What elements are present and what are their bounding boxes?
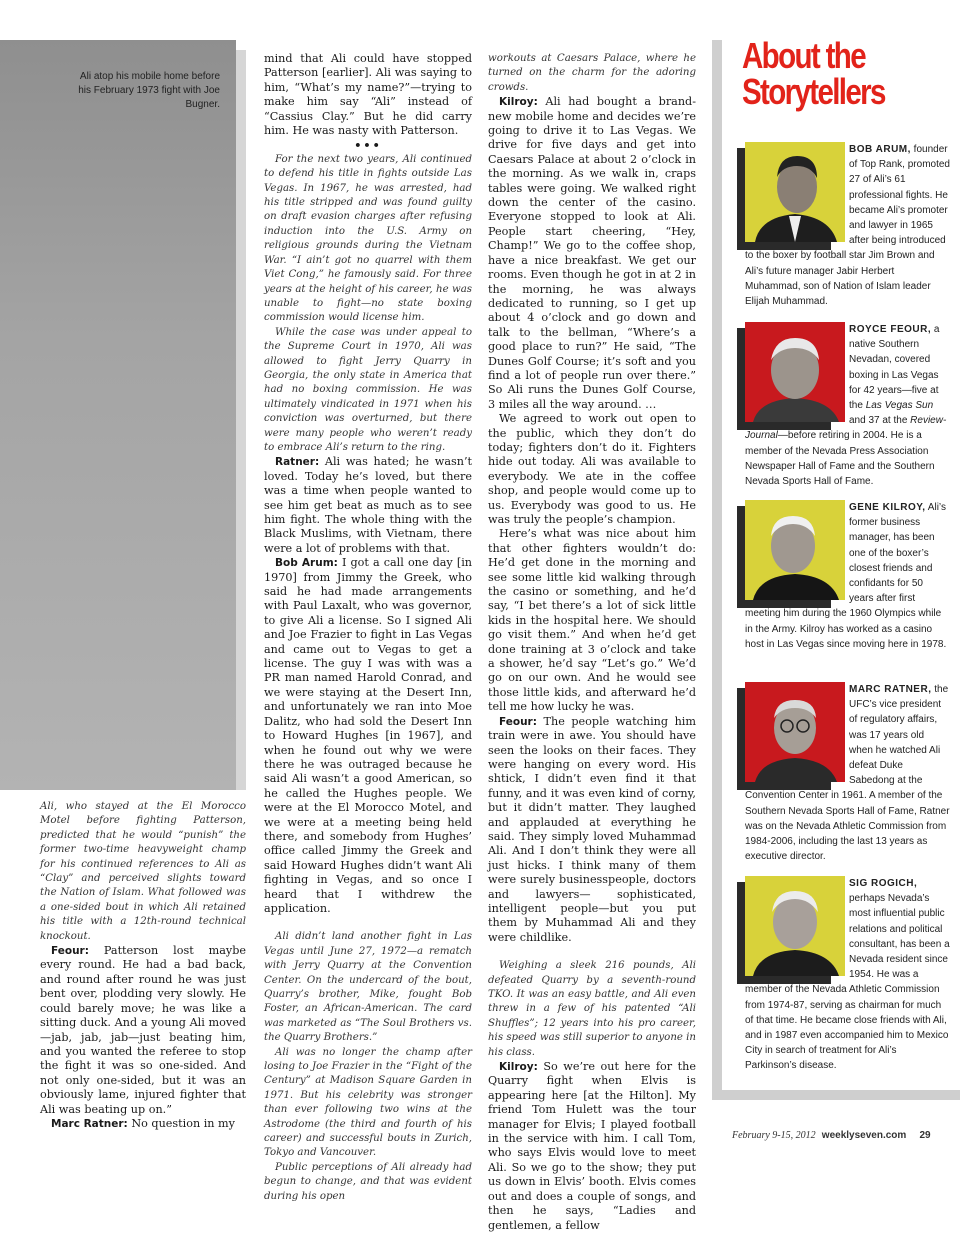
article-sidebar-text: Weighing a sleek 216 pounds, Ali defeated Quarry by a seventh-round TKO. It was an easy battle, and Ali even threw in a few of his patented “Ali Shuffles”; 12 years into his pro career, his speed was still superior to anyone in his class. bbox=[488, 960, 696, 1058]
page-footer bbox=[732, 1130, 932, 1141]
paragraph-text: The people watching him train were in awe. You should have seen the looks on their faces. They were hanging on every word. His shtick, I didn’t even find it that funny, and it was even kind of corny, but it didn’t matter. They laughed and applauded at everything he said. They simply loved Muhammad Ali. And I don’t think they were all just hicks. I think many of them were surely businesspeople, doctors and lawyers— sophisticated, intelligent people—but you put them by Muhammad Ali and they were childlike. bbox=[488, 714, 696, 944]
article-column-3 bbox=[488, 52, 696, 1233]
speaker-name: Ratner: bbox=[275, 456, 320, 469]
speaker-name: Kilroy: bbox=[499, 1061, 538, 1074]
speaker-name: Bob Arum: bbox=[275, 557, 338, 570]
bio-text: the UFC’s vice president of regulatory affairs, was 17 years old when he watched Ali defeat Duke Sabedong at the Convention Center in 1961. A member of the Southern Nevada Sports Hall of Fame, Ratner was on the Nevada Athletic Commission from 1984-2006, including the last 13 years as executive director. bbox=[745, 684, 950, 863]
portrait-marc-ratner bbox=[745, 682, 845, 782]
page-number: 29 bbox=[919, 1130, 931, 1141]
article-sidebar-text: Ali was no longer the champ after losing to Joe Frazier in the “Fight of the Century” at Madison Square Garden in 1971. But his celebrity was stronger than ever following two wins at the Astrodome (the third and fourth of his career) and successful bouts in Zurich, Tokyo and Vancouver. bbox=[264, 1046, 472, 1159]
bio-name: BOB ARUM, bbox=[849, 144, 911, 155]
portrait-royce-feour bbox=[745, 322, 845, 422]
paragraph-text: I got a call one day [in 1970] from Jimmy the Greek, who said he had made arrangements with Paul Laxalt, who was governor, to give Ali a license. So I signed Ali and Joe Frazier to fight in Las Vegas and came out to Vegas to get a license. The guy I was with was a PR man named Harold Conrad, and we were staying at the Desert Inn, and unfortunately we ran into Moe Dalitz, who had sold the Desert Inn to Howard Hughes [in 1967], and when he found out why we were there he was outraged because he said Ali wasn’t a good American, so he called the Hughes people. We were at the El Morocco Motel, and we were at a meeting being held there, and somebody from Hughes’ office called Jimmy the Greek and said Howard Hughes didn’t want Ali fighting in Vegas, and so once I heard that I withdrew the application. bbox=[264, 556, 473, 915]
article-paragraph: Here’s what was nice about him that other fighters wouldn’t do: He’d get done in the morning and see some little kid walking through the casino or something, and he’d say, “I bet there’s a lot of sick little kids in the hospital here. We should go visit them.” And when he’d get done training at 3 o’clock and take a shower, he’d say “Let’s go.” We’d go on our own. And he would see those little kids, and afterward he’d tell me how lucky he was. bbox=[488, 527, 696, 714]
article-paragraph: We agreed to work out open to the public, which they don’t do today; fighters don’t do it. Fighters hide out today. Ali was available to everybody. We ate in the coffee shop, and people would come up to us. Everybody was good to us. He was truly the people’s champion. bbox=[488, 412, 696, 526]
article-paragraph bbox=[264, 556, 472, 916]
portrait-gene-kilroy bbox=[745, 500, 845, 600]
bio-text: —before retiring in 2004. He is a member of the Nevada Press Association Newspaper Hall of Fame and the Southern Nevada Sports Hall of Fame. bbox=[745, 430, 935, 488]
bio-text: and 37 at the bbox=[849, 415, 911, 427]
bio-text: a native Southern Nevadan, covered boxing in Las Vegas for 42 years—five at the bbox=[849, 324, 940, 412]
paragraph-text: Ali had bought a brand-new mobile home and decides we’re going to drive it to Las Vegas. We drive for five days and get into Caesars Palace at about 2 o’clock in the morning. As we walk in, craps tables were going. We walked right down the center of the casino. Everyone stopped to look at Ali. People start cheering, “Hey, Champ!” We go to the coffee shop, have a nice breakfast. We get our rooms. Even though he got in at 2 in the morning, he was always dedicated to running, so I get up about 4 o’clock and go down and talk to the bellman, “Where’s a good place to run?” He said, “The Dunes Golf Course; it’s soft and you find a lot of people run over there.” So Ali runs the Dunes Golf Course, 3 miles all the way around. … bbox=[488, 95, 696, 411]
bio-name: GENE KILROY, bbox=[849, 502, 926, 513]
bio-marc-ratner bbox=[745, 682, 950, 864]
photo-shadow bbox=[236, 50, 246, 790]
article-paragraph bbox=[488, 1060, 696, 1233]
speaker-name: Marc Ratner: bbox=[51, 1117, 128, 1130]
paragraph-text: Patterson lost maybe every round. He had a bad back, and round after round he was just bent over, plodding very slowly. He could barely move; he was like a sitting duck. And a young Ali moved—jab, jab, jab—just beating him, and you wanted the referee to stop the fight it was so one-sided. And not only one-sided, but it was an obviously lame, injured fighter that Ali was beating up on.” bbox=[40, 944, 246, 1116]
bio-text: perhaps Nevada’s most influential public relations and political consultant, has been a Nevada resident since 1954. He was a member of the Nevada Athletic Commission from 1974-87, serving as chairman for much of that time. He became close friends with Ali, and in 1987 even accompanied him to Mexico City in search of treatment for Ali’s Parkinson’s disease. bbox=[745, 893, 950, 1072]
bio-name: SIG ROGICH, bbox=[849, 878, 918, 889]
paragraph-text: Ali was hated; he wasn’t loved. Today he’s loved, but there was a time when people wanted to see him get beat as much as to see him fight. The whole thing with the Black Muslims, with Vietnam, there were a lot of problems with that. bbox=[264, 455, 472, 555]
bio-text: founder of Top Rank, promoted 27 of Ali’s 61 professional fights. He became Ali’s promoter and lawyer in 1965 after being introduced to the boxer by football star Jim Brown and Ali’s future manager Jabir Herbert Muhammad, son of Nation of Islam leader Elijah Muhammad. bbox=[745, 144, 950, 308]
paragraph-text: So we’re out here for the Quarry fight when Elvis is appearing here [at the Hilton]. My friend Tom Hulett was the tour manager for Elvis; I played football in the service with him. I call Tom, who says Elvis would love to meet Ali. So we go to the show; they put us down in Elvis’ booth. Elvis comes out and does a couple of songs, and then he says, “Ladies and gentlemen, a fellow bbox=[488, 1060, 696, 1232]
sidebar-title-line: Storytellers bbox=[742, 71, 885, 112]
person-portrait-icon bbox=[745, 500, 845, 600]
article-paragraph bbox=[488, 715, 696, 946]
article-sidebar-text: Public perceptions of Ali already had begun to change, and that was evident during his open bbox=[264, 1161, 472, 1202]
website-link[interactable]: weeklyseven.com bbox=[821, 1130, 907, 1141]
bio-bob-arum bbox=[745, 142, 950, 309]
speaker-name: Feour: bbox=[51, 945, 89, 958]
person-portrait-icon bbox=[745, 322, 845, 422]
article-sidebar-text: workouts at Caesars Palace, where he turned on the charm for the adoring crowds. bbox=[488, 53, 696, 93]
article-paragraph bbox=[40, 1117, 246, 1131]
article-paragraph bbox=[40, 944, 246, 1117]
person-portrait-icon bbox=[745, 142, 845, 242]
paragraph-text: No question in my bbox=[127, 1116, 235, 1130]
speaker-name: Kilroy: bbox=[499, 96, 538, 109]
article-sidebar-text: For the next two years, Ali continued to defend his title in fights outside Las Vegas. In 1967, he was arrested, had his title stripped and was found guilty on draft evasion charges after refusing induction into the U.S. Army on religious grounds during the Vietnam War. “I ain’t got no quarrel with them Viet Cong,” he famously said. For three years at the height of his career, he was unable to fight—no state boxing commission would license him. bbox=[264, 153, 472, 324]
bio-royce-feour bbox=[745, 322, 950, 489]
person-portrait-icon bbox=[745, 876, 845, 976]
bio-name: ROYCE FEOUR, bbox=[849, 324, 932, 335]
article-column-2 bbox=[264, 52, 472, 1204]
article-paragraph bbox=[488, 95, 696, 412]
article-sidebar-text: While the case was under appeal to the Supreme Court in 1970, Ali was allowed to fight Jerry Quarry in Georgia, the only state in America that had no boxing commission. He was ultimately vindicated in 1971 when his conviction was overturned, but there were many people who weren’t ready to embrace Ali’s return to the ring. bbox=[264, 326, 472, 453]
article-column-1 bbox=[40, 800, 246, 1131]
article-sidebar-text: Ali, who stayed at the El Morocco Motel before fighting Patterson, predicted that he would “punish” the former two-time heavyweight champ for his continued references to Ali as “Clay” and perceived slights toward the Nation of Islam. What followed was a one-sided bout in which Ali retained his title with a 12th-round technical knockout. bbox=[40, 801, 246, 942]
sidebar-title-line: About the bbox=[742, 35, 865, 76]
article-paragraph bbox=[264, 455, 472, 556]
sidebar-title bbox=[742, 35, 914, 112]
article-paragraph: mind that Ali could have stopped Patterson [earlier]. Ali was saying to him, “What’s my name?”—trying to make him say “Ali” instead of “Cassius Clay.” But he did carry him. He was nasty with Patterson. bbox=[264, 52, 472, 138]
section-break: ••• bbox=[354, 138, 382, 153]
publication-name: Review-Journal bbox=[745, 415, 947, 442]
portrait-bob-arum bbox=[745, 142, 845, 242]
bio-name: MARC RATNER, bbox=[849, 684, 932, 695]
speaker-name: Feour: bbox=[499, 715, 537, 728]
article-sidebar-text: Ali didn’t land another fight in Las Vegas until June 27, 1972—a rematch with Jerry Quarry at the Convention Center. On the undercard of the bout, Quarry’s brother, Mike, fought Bob Foster, an African-American. The card was marketed as “The Soul Brothers vs. the Quarry Brothers.” bbox=[264, 931, 472, 1044]
issue-date: February 9-15, 2012 bbox=[732, 1130, 816, 1141]
portrait-sig-rogich bbox=[745, 876, 845, 976]
ali-photo bbox=[0, 40, 236, 790]
bio-sig-rogich bbox=[745, 876, 950, 1074]
person-portrait-icon bbox=[745, 682, 845, 782]
photo-caption: Ali atop his mobile home before his February 1973 fight with Joe Bugner. bbox=[78, 71, 220, 110]
publication-name: Las Vegas Sun bbox=[865, 400, 934, 412]
bio-text: Ali’s former business manager, has been one of the boxer’s closest friends and confidants for 50 years after first meeting him during the 1960 Olympics while in the Army. Kilroy has worked as a casino host in Las Vegas since moving here in 1978. bbox=[745, 502, 947, 650]
bio-gene-kilroy bbox=[745, 500, 950, 652]
